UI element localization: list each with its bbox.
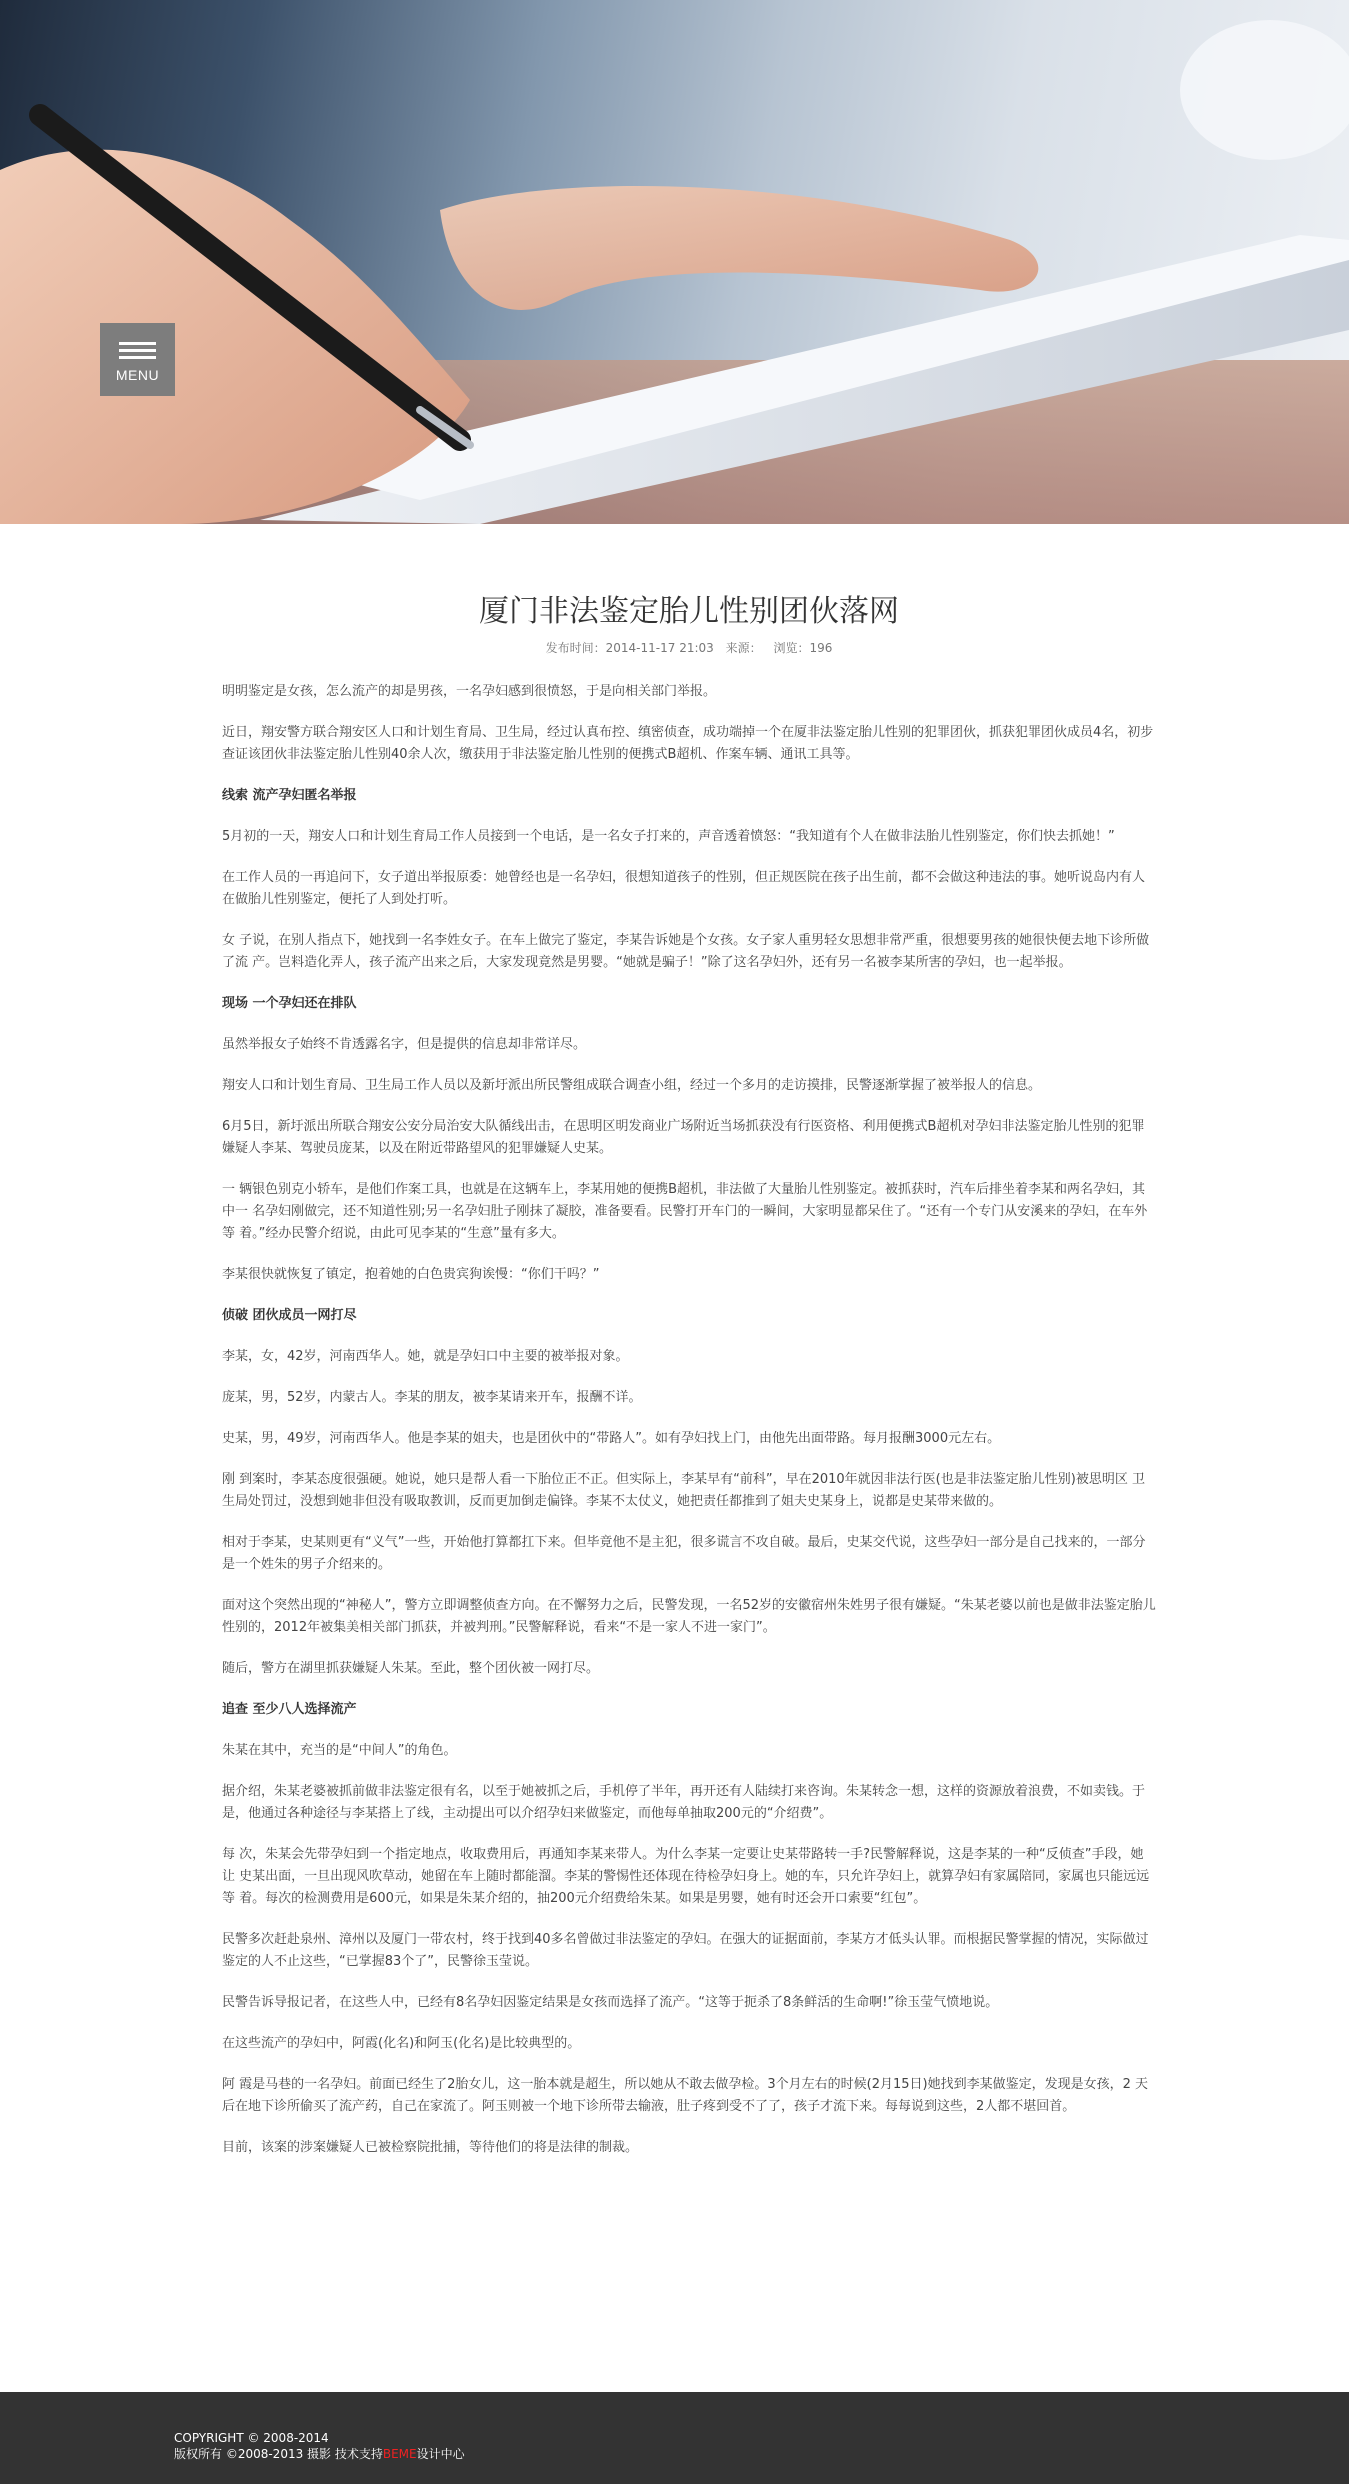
section-heading: 线索 流产孕妇匿名举报 <box>222 788 357 803</box>
article-paragraph: 每 次，朱某会先带孕妇到一个指定地点，收取费用后，再通知李某来带人。为什么李某一定要让史某带路转一手?民警解释说，这是李某的一种“反侦查”手段，她让 史某出面，一旦出现风吹草动，她留在车上随时都能溜。李某的警惕性还体现在待检孕妇身上。她的车，只允许孕妇上，就算孕妇有家属陪同，家属也只能远远等 着。每次的检测费用是600元，如果是朱某介绍的，抽200元介绍费给朱某。如果是男婴，她有时还会开口索要“红包”。 <box>222 1847 1150 1906</box>
article-title: 厦门非法鉴定胎儿性别团伙落网 <box>479 594 899 629</box>
article-paragraph: 近日，翔安警方联合翔安区人口和计划生育局、卫生局，经过认真布控、缜密侦查，成功端掉一个在厦非法鉴定胎儿性别的犯罪团伙，抓获犯罪团伙成员4名，初步查证该团伙非法鉴定胎儿性别40余人次，缴获用于非法鉴定胎儿性别的便携式B超机、作案车辆、通讯工具等。 <box>222 725 1154 762</box>
article-paragraph: 李某，女，42岁，河南西华人。她，就是孕妇口中主要的被举报对象。 <box>222 1349 629 1364</box>
article-paragraph: 女 子说，在别人指点下，她找到一名李姓女子。在车上做完了鉴定，李某告诉她是个女孩。女子家人重男轻女思想非常严重，很想要男孩的她很快便去地下诊所做了流 产。岂料造化弄人，孩子流产出来之后，大家发现竟然是男婴。“她就是骗子！”除了这名孕妇外，还有另一名被李某所害的孕妇，也一起举报。 <box>222 933 1150 970</box>
footer <box>0 2392 1349 2484</box>
view-count: 浏览：196 <box>773 641 833 655</box>
footer-rights-suffix: 设计中心 <box>416 2447 465 2461</box>
menu-button[interactable] <box>100 323 175 396</box>
article-paragraph: 6月5日，新圩派出所联合翔安公安分局治安大队循线出击，在思明区明发商业广场附近当场抓获没有行医资格、利用便携式B超机对孕妇非法鉴定胎儿性别的犯罪嫌疑人李某、驾驶员庞某，以及在附近带路望风的犯罪嫌疑人史某。 <box>222 1119 1145 1156</box>
footer-support-link[interactable]: BEME <box>382 2447 417 2461</box>
article-paragraph: 民警告诉导报记者，在这些人中，已经有8名孕妇因鉴定结果是女孩而选择了流产。“这等于扼杀了8条鲜活的生命啊!”徐玉莹气愤地说。 <box>222 1995 999 2010</box>
article-paragraph: 庞某，男，52岁，内蒙古人。李某的朋友，被李某请来开车，报酬不详。 <box>222 1390 642 1405</box>
article-paragraph: 阿 霞是马巷的一名孕妇。前面已经生了2胎女儿，这一胎本就是超生，所以她从不敢去做孕检。3个月左右的时候(2月15日)她找到李某做鉴定，发现是女孩，2 天后在地下诊所偷买了流产药，自己在家流了。阿玉则被一个地下诊所带去输液，肚子疼到受不了了，孩子才流下来。每每说到这些，2人都不堪回首。 <box>222 2077 1149 2114</box>
article-paragraph: 在工作人员的一再追问下，女子道出举报原委：她曾经也是一名孕妇，很想知道孩子的性别，但正规医院在孩子出生前，都不会做这种违法的事。她听说岛内有人在做胎儿性别鉴定，便托了人到处打听。 <box>222 870 1146 907</box>
article-paragraph: 明明鉴定是女孩，怎么流产的却是男孩，一名孕妇感到很愤怒，于是向相关部门举报。 <box>222 684 717 699</box>
article <box>222 590 1156 2178</box>
hero-photo <box>0 0 1349 524</box>
article-paragraph: 一 辆银色别克小轿车，是他们作案工具，也就是在这辆车上，李某用她的便携B超机，非法做了大量胎儿性别鉴定。被抓获时，汽车后排坐着李某和两名孕妇，其中一 名孕妇刚做完，还不知道性别;另一名孕妇肚子刚抹了凝胶，准备要看。民警打开车门的一瞬间，大家明显都呆住了。“还有一个专门从安溪来的孕妇，在车外等 着。”经办民警介绍说，由此可见李某的“生意”量有多大。 <box>222 1182 1148 1241</box>
article-paragraph: 虽然举报女子始终不肯透露名字，但是提供的信息却非常详尽。 <box>222 1037 587 1052</box>
article-paragraph: 目前，该案的涉案嫌疑人已被检察院批捕，等待他们的将是法律的制裁。 <box>222 2140 639 2155</box>
article-paragraph: 在这些流产的孕妇中，阿霞(化名)和阿玉(化名)是比较典型的。 <box>222 2036 581 2051</box>
article-paragraph: 相对于李某，史某则更有“义气”一些，开始他打算都扛下来。但毕竟他不是主犯，很多谎言不攻自破。最后，史某交代说，这些孕妇一部分是自己找来的，一部分是一个姓朱的男子介绍来的。 <box>222 1535 1146 1572</box>
section-heading: 侦破 团伙成员一网打尽 <box>222 1308 357 1323</box>
article-paragraph: 5月初的一天，翔安人口和计划生育局工作人员接到一个电话，是一名女子打来的，声音透着愤怒：“我知道有个人在做非法胎儿性别鉴定，你们快去抓她！” <box>222 829 1115 844</box>
article-paragraph: 朱某在其中，充当的是“中间人”的角色。 <box>222 1743 457 1758</box>
article-paragraph: 面对这个突然出现的“神秘人”，警方立即调整侦查方向。在不懈努力之后，民警发现，一名52岁的安徽宿州朱姓男子很有嫌疑。“朱某老婆以前也是做非法鉴定胎儿性别的，2012年被集美相关部门抓获，并被判刑。”民警解释说，看来“不是一家人不进一家门”。 <box>222 1598 1156 1635</box>
article-paragraph: 翔安人口和计划生育局、卫生局工作人员以及新圩派出所民警组成联合调查小组，经过一个多月的走访摸排，民警逐渐掌握了被举报人的信息。 <box>222 1078 1042 1093</box>
hamburger-icon <box>119 342 156 360</box>
article-paragraph: 李某很快就恢复了镇定，抱着她的白色贵宾狗诶慢：“你们干吗？” <box>222 1267 600 1282</box>
article-paragraph: 据介绍，朱某老婆被抓前做非法鉴定很有名，以至于她被抓之后，手机停了半年，再开还有人陆续打来咨询。朱某转念一想，这样的资源放着浪费，不如卖钱。于是，他通过各种途径与李某搭上了线，主动提出可以介绍孕妇来做鉴定，而他每单抽取200元的“介绍费”。 <box>222 1784 1146 1821</box>
publish-time: 发布时间：2014-11-17 21:03 <box>545 641 714 655</box>
footer-copyright: COPYRIGHT © 2008-2014 <box>174 2431 329 2445</box>
footer-rights-prefix: 版权所有 ©2008-2013 摄影 技术支持 <box>174 2447 383 2461</box>
article-paragraph: 随后，警方在湖里抓获嫌疑人朱某。至此，整个团伙被一网打尽。 <box>222 1661 600 1676</box>
article-paragraph: 民警多次赶赴泉州、漳州以及厦门一带农村，终于找到40多名曾做过非法鉴定的孕妇。在强大的证据面前，李某方才低头认罪。而根据民警掌握的情况，实际做过鉴定的人不止这些，“已掌握83个了”，民警徐玉莹说。 <box>222 1932 1149 1969</box>
footer-rights <box>174 2446 465 2462</box>
article-meta <box>222 639 1156 657</box>
menu-label: MENU <box>115 367 160 383</box>
article-paragraph: 刚 到案时，李某态度很强硬。她说，她只是帮人看一下胎位正不正。但实际上，李某早有“前科”，早在2010年就因非法行医(也是非法鉴定胎儿性别)被思明区 卫生局处罚过，没想到她非但没有吸取教训，反而更加倒走偏锋。李某不太仗义，她把责任都推到了姐夫史某身上，说都是史某带来做的。 <box>222 1472 1145 1509</box>
article-body <box>222 681 1156 2159</box>
article-source: 来源： <box>725 641 762 655</box>
article-paragraph: 史某，男，49岁，河南西华人。他是李某的姐夫，也是团伙中的“带路人”。如有孕妇找上门，由他先出面带路。每月报酬3000元左右。 <box>222 1431 1001 1446</box>
section-heading: 现场 一个孕妇还在排队 <box>222 996 357 1011</box>
hero-banner <box>0 0 1349 524</box>
section-heading: 追查 至少八人选择流产 <box>222 1702 357 1717</box>
